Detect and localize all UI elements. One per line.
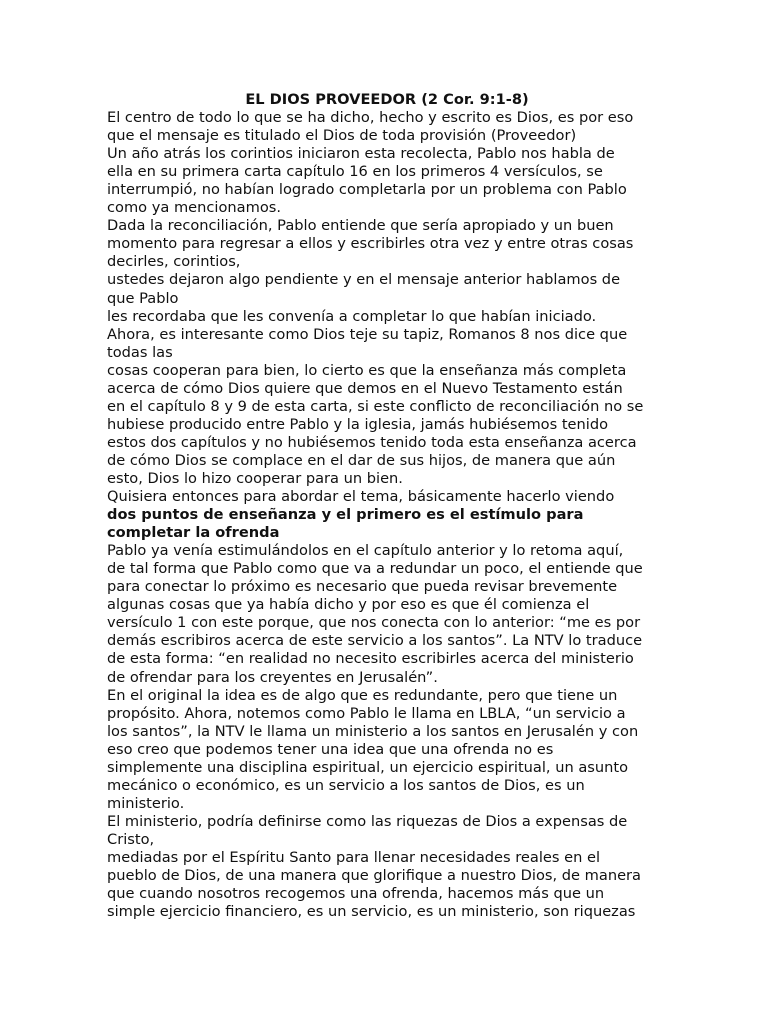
body-text-line: los santos”, la NTV le llama un ministerio a los santos en Jerusalén y con bbox=[107, 722, 639, 740]
body-text-line: de cómo Dios se complace en el dar de sus hijos, de manera que aún bbox=[107, 451, 616, 469]
body-text-line: simplemente una disciplina espiritual, un ejercicio espiritual, un asunto bbox=[107, 758, 629, 776]
body-text-line: En el original la idea es de algo que es redundante, pero que tiene un bbox=[107, 686, 618, 704]
section-heading-line: completar la ofrenda bbox=[107, 524, 280, 542]
body-text-line: mediadas por el Espíritu Santo para llenar necesidades reales en el bbox=[107, 848, 601, 866]
body-text-line: hubiese producido entre Pablo y la iglesia, jamás hubiésemos tenido bbox=[107, 415, 609, 433]
body-text-line: Ahora, es interesante como Dios teje su tapiz, Romanos 8 nos dice que bbox=[107, 325, 628, 343]
body-text-line: versículo 1 con este porque, que nos conecta con lo anterior: “me es por bbox=[107, 614, 641, 632]
body-text-line: en el capítulo 8 y 9 de esta carta, si este conflicto de reconciliación no se bbox=[107, 397, 644, 415]
body-text-line: cosas cooperan para bien, lo cierto es que la enseñanza más completa bbox=[107, 361, 627, 379]
section-heading-line: dos puntos de enseñanza y el primero es el estímulo para bbox=[107, 506, 584, 524]
body-text-line: que cuando nosotros recogemos una ofrenda, hacemos más que un bbox=[107, 885, 605, 903]
body-text-line: pueblo de Dios, de una manera que glorifique a nuestro Dios, de manera bbox=[107, 867, 641, 885]
body-text-line: para conectar lo próximo es necesario que pueda revisar brevemente bbox=[107, 578, 618, 596]
body-text-line: de esta forma: “en realidad no necesito escribirles acerca del ministerio bbox=[107, 650, 634, 668]
body-text-line: demás escribiros acerca de este servicio a los santos”. La NTV lo traduce bbox=[107, 632, 643, 650]
body-text-line: ella en su primera carta capítulo 16 en los primeros 4 versículos, se bbox=[107, 163, 603, 181]
body-text-line: Pablo ya venía estimulándolos en el capítulo anterior y lo retoma aquí, bbox=[107, 542, 624, 560]
document-title: EL DIOS PROVEEDOR (2 Cor. 9:1-8) bbox=[245, 91, 529, 108]
body-text-line: decirles, corintios, bbox=[107, 253, 241, 271]
body-text-line: de tal forma que Pablo como que va a redundar un poco, el entiende que bbox=[107, 560, 643, 578]
body-text-line: El ministerio, podría definirse como las riquezas de Dios a expensas de bbox=[107, 812, 628, 830]
body-text-line: momento para regresar a ellos y escribirles otra vez y entre otras cosas bbox=[107, 235, 634, 253]
body-text-line: mecánico o económico, es un servicio a los santos de Dios, es un bbox=[107, 776, 585, 794]
body-text-line: Quisiera entonces para abordar el tema, básicamente hacerlo viendo bbox=[107, 488, 615, 506]
body-text-line: estos dos capítulos y no hubiésemos tenido toda esta enseñanza acerca bbox=[107, 433, 637, 451]
body-text-line: les recordaba que les convenía a completar lo que habían iniciado. bbox=[107, 307, 597, 325]
body-text-line: Un año atrás los corintios iniciaron esta recolecta, Pablo nos habla de bbox=[107, 145, 615, 163]
body-text-line: de ofrendar para los creyentes en Jerusalén”. bbox=[107, 668, 438, 686]
body-text-line: como ya mencionamos. bbox=[107, 199, 281, 217]
body-text-line: El centro de todo lo que se ha dicho, hecho y escrito es Dios, es por eso bbox=[107, 109, 634, 127]
document-page bbox=[107, 91, 667, 921]
body-text-line: eso creo que podemos tener una idea que una ofrenda no es bbox=[107, 740, 554, 758]
body-text-line: Cristo, bbox=[107, 830, 155, 848]
body-text-line: simple ejercicio financiero, es un servicio, es un ministerio, son riquezas bbox=[107, 903, 636, 921]
body-text-line: Dada la reconciliación, Pablo entiende que sería apropiado y un buen bbox=[107, 217, 614, 235]
body-text-line: que el mensaje es titulado el Dios de toda provisión (Proveedor) bbox=[107, 127, 577, 145]
body-text-line: que Pablo bbox=[107, 289, 179, 307]
body-text-line: ministerio. bbox=[107, 794, 185, 812]
body-text-line: ustedes dejaron algo pendiente y en el mensaje anterior hablamos de bbox=[107, 271, 621, 289]
document-body bbox=[107, 109, 667, 921]
body-text-line: esto, Dios lo hizo cooperar para un bien. bbox=[107, 469, 403, 487]
body-text-line: todas las bbox=[107, 343, 173, 361]
body-text-line: acerca de cómo Dios quiere que demos en el Nuevo Testamento están bbox=[107, 379, 623, 397]
body-text-line: algunas cosas que ya había dicho y por eso es que él comienza el bbox=[107, 596, 590, 614]
body-text-line: interrumpió, no habían logrado completarla por un problema con Pablo bbox=[107, 181, 627, 199]
body-text-line: propósito. Ahora, notemos como Pablo le llama en LBLA, “un servicio a bbox=[107, 704, 626, 722]
